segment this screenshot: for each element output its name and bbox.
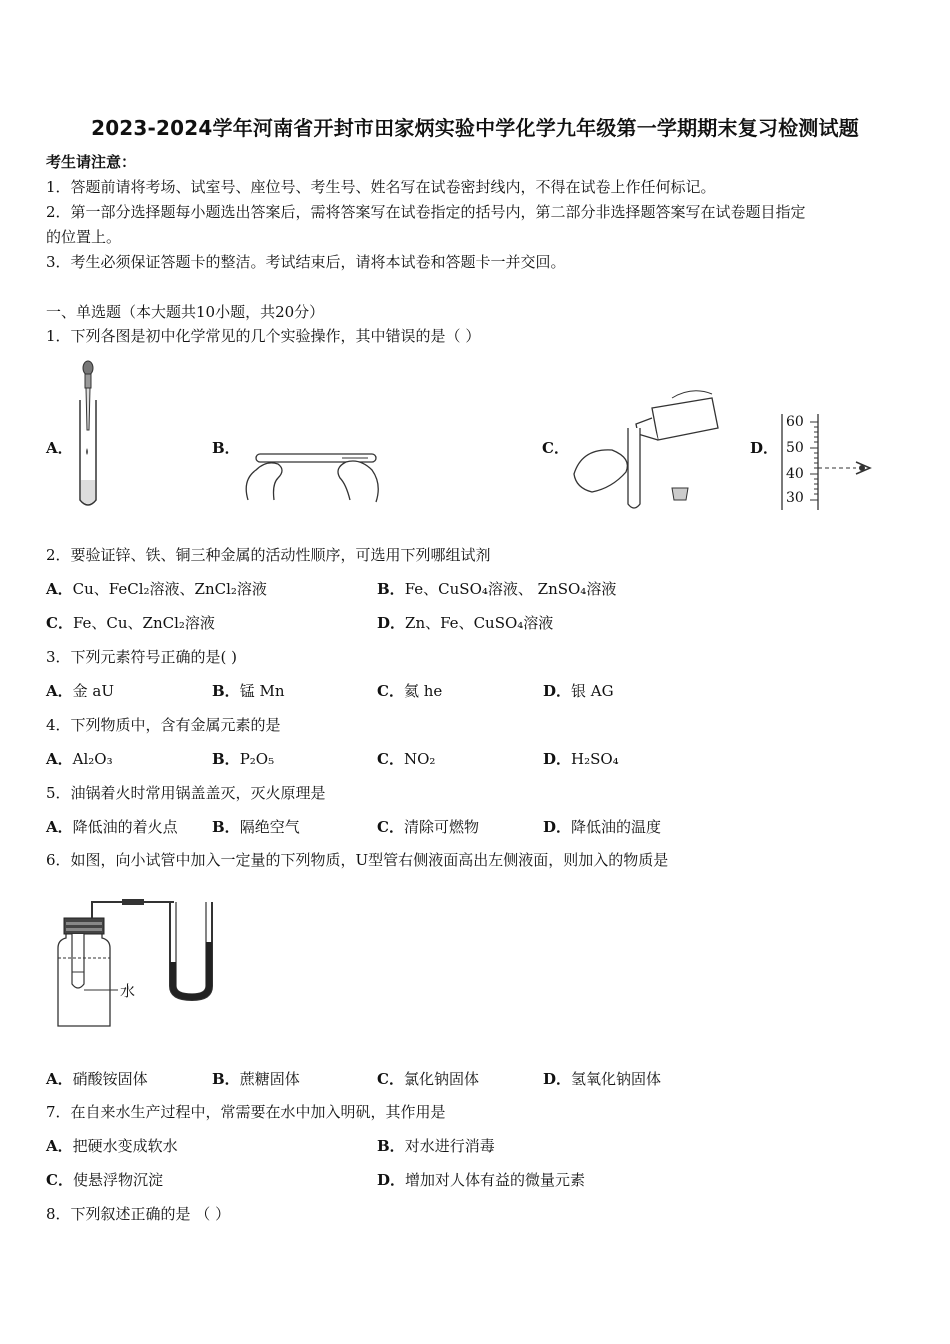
q5-option-d-letter: D． <box>543 818 572 836</box>
dropper-test-tube-figure <box>70 360 110 510</box>
page-title: 2023-2024学年河南省开封市田家炳实验中学化学九年级第一学期期末复习检测试题 <box>91 116 859 140</box>
u-tube-apparatus-figure <box>52 892 232 1032</box>
q5-option-a-text: 降低油的着火点 <box>72 818 178 836</box>
q7-option-c <box>46 1170 163 1190</box>
q3-option-b <box>212 681 284 701</box>
q3-option-b-letter: B． <box>212 682 240 700</box>
q4-option-c <box>377 749 435 769</box>
q6-option-b-text: 蔗糖固体 <box>239 1070 300 1088</box>
q2-option-c-text: Fe、Cu、ZnCl₂溶液 <box>72 614 215 632</box>
q3-option-a-letter: A． <box>46 682 73 700</box>
q4-option-b-text: P₂O₅ <box>239 750 275 768</box>
q4-option-c-letter: C． <box>377 750 404 768</box>
q3-option-a-text: 金 aU <box>72 682 114 700</box>
q6-option-b <box>212 1069 300 1089</box>
q4-option-d-letter: D． <box>543 750 572 768</box>
scale-label-60: 60 <box>786 414 804 430</box>
q7-option-b <box>377 1136 495 1156</box>
q1-option-d-label: D． <box>750 439 779 457</box>
q5-option-c-text: 清除可燃物 <box>403 818 479 836</box>
scale-label-50: 50 <box>786 440 804 456</box>
notice-item-3: 3．考生必须保证答题卡的整洁。考试结束后，请将本试卷和答题卡一并交回。 <box>46 253 566 271</box>
question-4-stem: 4．下列物质中，含有金属元素的是 <box>46 716 281 734</box>
q6-option-a-text: 硝酸铵固体 <box>72 1070 148 1088</box>
q5-option-d-text: 降低油的温度 <box>571 818 662 836</box>
q7-option-d-letter: D． <box>377 1171 406 1189</box>
q6-option-b-letter: B． <box>212 1070 240 1088</box>
q2-option-d-letter: D． <box>377 614 406 632</box>
notice-heading: 考生请注意： <box>46 153 137 171</box>
q5-option-a <box>46 817 178 837</box>
q6-option-a-letter: A． <box>46 1070 73 1088</box>
q5-option-b <box>212 817 300 837</box>
q7-option-c-text: 使悬浮物沉淀 <box>72 1171 163 1189</box>
q2-option-b-letter: B． <box>377 580 405 598</box>
q4-option-a-text: Al₂O₃ <box>72 750 113 768</box>
q4-option-d <box>543 749 619 769</box>
q2-option-c-letter: C． <box>46 614 73 632</box>
scale-label-30: 30 <box>786 490 804 506</box>
q5-option-b-letter: B． <box>212 818 240 836</box>
q3-option-c <box>377 681 442 701</box>
q7-option-d-text: 增加对人体有益的微量元素 <box>405 1171 586 1189</box>
q2-option-d-text: Zn、Fe、CuSO₄溶液 <box>405 614 554 632</box>
q7-option-d <box>377 1170 585 1190</box>
water-label: 水 <box>120 982 136 1000</box>
q5-option-c <box>377 817 479 837</box>
q2-option-b-text: Fe、CuSO₄溶液、 ZnSO₄溶液 <box>404 580 617 598</box>
q1-option-b-label: B． <box>212 439 240 457</box>
question-3-stem: 3．下列元素符号正确的是( ) <box>46 648 238 666</box>
notice-item-2: 2．第一部分选择题每小题选出答案后，需将答案写在试卷指定的括号内，第二部分非选择题答案写在试卷题目指定 <box>46 203 806 221</box>
q7-option-a-text: 把硬水变成软水 <box>72 1137 178 1155</box>
q6-option-d-letter: D． <box>543 1070 572 1088</box>
q4-option-d-text: H₂SO₄ <box>571 750 619 768</box>
q3-option-d-text: 银 AG <box>571 682 614 700</box>
q2-option-a <box>46 579 267 599</box>
q7-option-c-letter: C． <box>46 1171 73 1189</box>
scale-label-40: 40 <box>786 466 804 482</box>
q4-option-b-letter: B． <box>212 750 240 768</box>
q7-option-a <box>46 1136 178 1156</box>
q2-option-a-text: Cu、FeCl₂溶液、ZnCl₂溶液 <box>72 580 267 598</box>
q7-option-a-letter: A． <box>46 1137 73 1155</box>
q3-option-c-letter: C． <box>377 682 404 700</box>
q5-option-d <box>543 817 661 837</box>
section-heading: 一、单选题（本大题共10小题，共20分） <box>46 303 325 321</box>
q1-option-c-label: C． <box>542 439 569 457</box>
q5-option-a-letter: A． <box>46 818 73 836</box>
q3-option-d <box>543 681 614 701</box>
q2-option-c <box>46 613 215 633</box>
question-2-stem: 2．要验证锌、铁、铜三种金属的活动性顺序，可选用下列哪组试剂 <box>46 546 491 564</box>
q6-option-d-text: 氢氧化钠固体 <box>571 1070 662 1088</box>
q6-option-c-letter: C． <box>377 1070 404 1088</box>
q4-option-b <box>212 749 274 769</box>
q6-option-a <box>46 1069 148 1089</box>
notice-item-1: 1．答题前请将考场、试室号、座位号、考生号、姓名写在试卷密封线内，不得在试卷上作任何标记。 <box>46 178 716 196</box>
question-1-stem: 1．下列各图是初中化学常见的几个实验操作，其中错误的是（ ） <box>46 327 481 345</box>
q1-option-a-label: A． <box>46 439 73 457</box>
q3-option-b-text: 锰 Mn <box>239 682 285 700</box>
q4-option-a <box>46 749 113 769</box>
q3-option-d-letter: D． <box>543 682 572 700</box>
q5-option-b-text: 隔绝空气 <box>239 818 300 836</box>
question-5-stem: 5．油锅着火时常用锅盖盖灭，灭火原理是 <box>46 784 326 802</box>
question-8-stem: 8．下列叙述正确的是 （ ） <box>46 1205 231 1223</box>
q2-option-b <box>377 579 616 599</box>
pouring-liquid-figure <box>572 388 722 513</box>
q6-option-c-text: 氯化钠固体 <box>403 1070 479 1088</box>
q2-option-a-letter: A． <box>46 580 73 598</box>
notice-item-2-cont: 的位置上。 <box>46 228 122 246</box>
q6-option-c <box>377 1069 479 1089</box>
hands-holding-tube-figure <box>238 440 388 505</box>
q4-option-c-text: NO₂ <box>403 750 436 768</box>
q5-option-c-letter: C． <box>377 818 404 836</box>
question-6-stem: 6．如图，向小试管中加入一定量的下列物质，U型管右侧液面高出左侧液面，则加入的物质是 <box>46 851 669 869</box>
q3-option-a <box>46 681 114 701</box>
q2-option-d <box>377 613 553 633</box>
question-7-stem: 7．在自来水生产过程中，常需要在水中加入明矾，其作用是 <box>46 1103 446 1121</box>
q7-option-b-text: 对水进行消毒 <box>404 1137 495 1155</box>
q4-option-a-letter: A． <box>46 750 73 768</box>
q3-option-c-text: 氦 he <box>403 682 443 700</box>
q6-option-d <box>543 1069 661 1089</box>
q7-option-b-letter: B． <box>377 1137 405 1155</box>
